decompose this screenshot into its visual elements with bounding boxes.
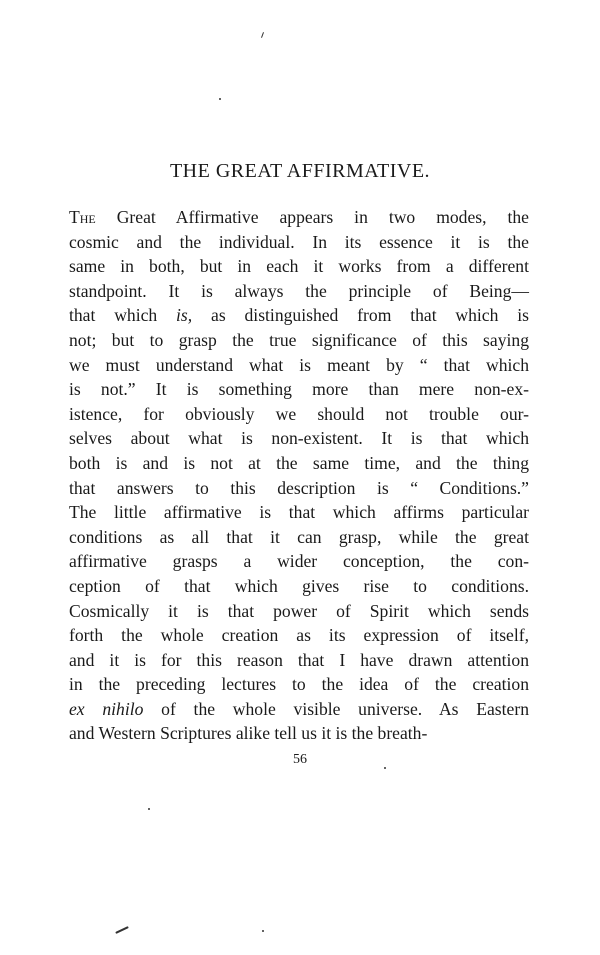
text-line: istence, for obviously we should not trouble our-	[69, 403, 529, 424]
line-text: of the whole visible universe. As Eastern	[143, 698, 530, 719]
chapter-title: THE GREAT AFFIRMATIVE.	[169, 160, 431, 182]
italic-phrase: ex nihilo	[69, 698, 144, 719]
text-line: ception of that which gives rise to conditions.	[69, 575, 529, 596]
scan-speck	[261, 32, 264, 38]
text-line: and Western Scriptures alike tell us it is the breath-	[69, 723, 428, 744]
scan-speck	[219, 98, 221, 100]
text-line: same in both, but in each it works from a different	[69, 256, 529, 277]
text-line	[69, 697, 529, 722]
text-line: Cosmically it is that power of Spirit which sends	[69, 600, 529, 621]
small-caps-lead: The	[69, 207, 96, 227]
text-line	[69, 303, 529, 328]
text-line: not; but to grasp the true significance of this saying	[69, 329, 529, 350]
scan-speck	[262, 930, 264, 932]
text-line: conditions as all that it can grasp, while the great	[69, 526, 529, 547]
text-line: forth the whole creation as its expression of itself,	[69, 625, 529, 646]
italic-word: is,	[176, 305, 193, 326]
scan-speck	[384, 767, 386, 769]
text-line: we must understand what is meant by “ that which	[69, 354, 529, 375]
text-line: cosmic and the individual. In its essence it is the	[69, 231, 529, 252]
text-line: is not.” It is something more than mere non-ex-	[69, 379, 529, 400]
text-line: in the preceding lectures to the idea of the creation	[69, 674, 529, 695]
text-line: both is and is not at the same time, and the thing	[69, 452, 529, 473]
scan-speck	[115, 926, 129, 934]
scan-speck	[148, 808, 150, 810]
text-line: that answers to this description is “ Conditions.”	[69, 477, 529, 498]
body-paragraph	[69, 205, 529, 746]
line-text: Great Affirmative appears in two modes, the	[95, 207, 529, 227]
line-text: as distinguished from that which is	[192, 305, 529, 326]
text-line: The little affirmative is that which affirms particular	[69, 502, 529, 523]
line-text: that which	[69, 305, 177, 326]
text-line: standpoint. It is always the principle of Being—	[69, 280, 529, 301]
text-line: and it is for this reason that I have drawn attention	[69, 649, 529, 670]
text-line: selves about what is non-existent. It is that which	[69, 428, 529, 449]
page-number: 56	[293, 752, 307, 767]
text-line: affirmative grasps a wider conception, the con-	[69, 551, 529, 572]
text-line	[69, 205, 529, 230]
